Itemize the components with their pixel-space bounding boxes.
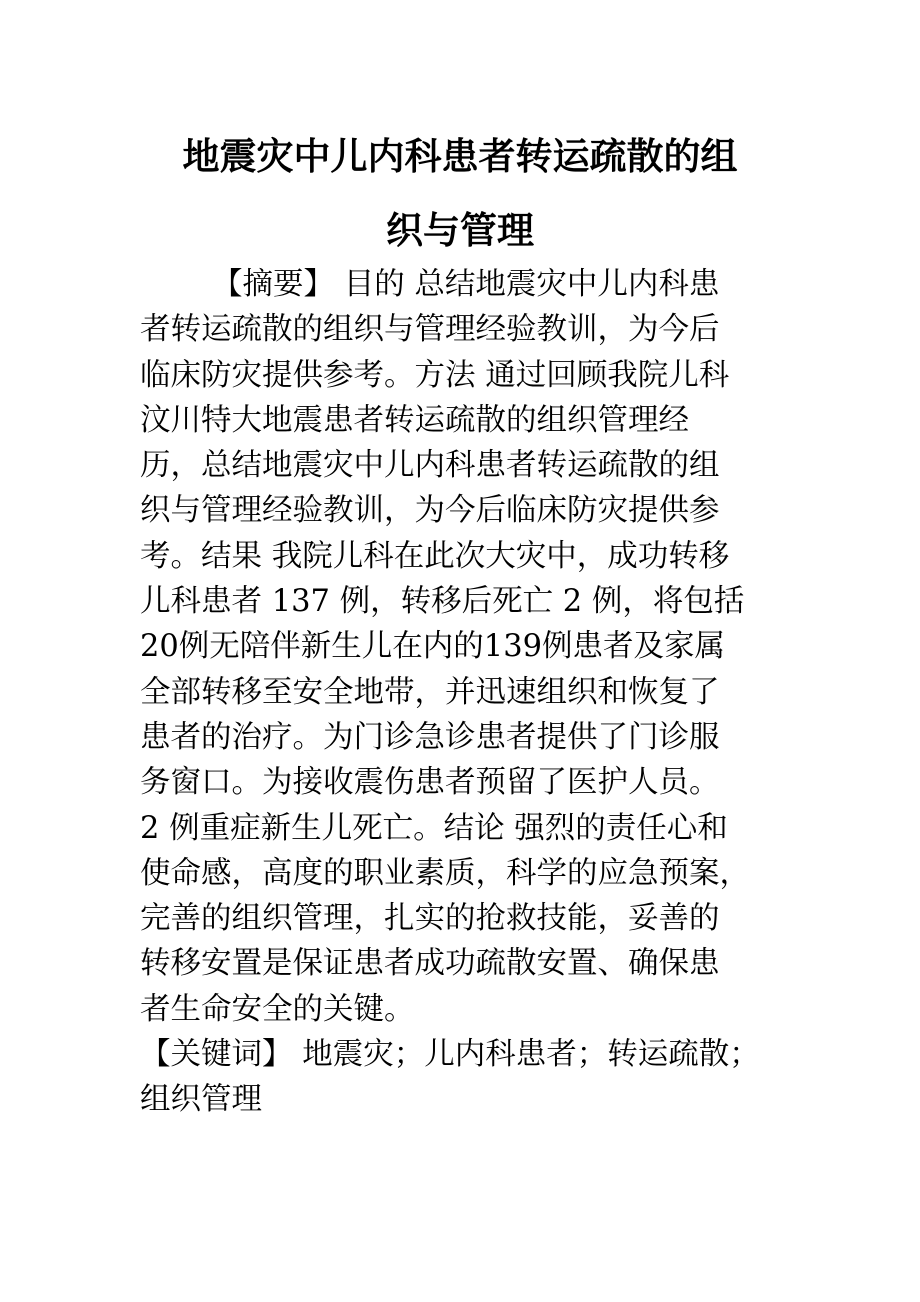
- abstract-first-line: [140, 262, 800, 307]
- title-line-2: 织与管理: [386, 209, 534, 252]
- keywords-label: 【关键词】: [140, 1037, 293, 1073]
- abstract-text-start: 目的 总结地震灾中儿内科患: [334, 267, 720, 302]
- abstract-line: 全部转移至安全地带，并迅速组织和恢复了: [140, 674, 720, 710]
- abstract-section: [140, 262, 800, 1123]
- abstract-line: 转移安置是保证患者成功疏散安置、确保患: [140, 946, 720, 982]
- abstract-line: 患者的治疗。为门诊急诊患者提供了门诊服: [140, 719, 720, 755]
- abstract-label: 【摘要】: [212, 267, 334, 302]
- abstract-line: 儿科患者 137 例，转移后死亡 2 例，将包括: [140, 584, 745, 620]
- abstract-line: 者生命安全的关键。: [140, 991, 415, 1027]
- abstract-line: 临床防灾提供参考。方法 通过回顾我院儿科: [140, 357, 730, 393]
- abstract-line: 汶川特大地震患者转运疏散的组织管理经: [140, 402, 689, 438]
- abstract-line: 完善的组织管理，扎实的抢救技能，妥善的: [140, 901, 720, 937]
- abstract-line: 2 例重症新生儿死亡。结论 强烈的责任心和: [140, 810, 728, 846]
- abstract-line: 历，总结地震灾中儿内科患者转运疏散的组: [140, 448, 720, 484]
- keywords-line: 组织管理: [140, 1082, 262, 1118]
- page-title: [140, 120, 780, 268]
- abstract-line: 织与管理经验教训，为今后临床防灾提供参: [140, 493, 720, 529]
- abstract-line: 使命感，高度的职业素质，科学的应急预案，: [140, 855, 750, 891]
- abstract-line: 务窗口。为接收震伤患者预留了医护人员。: [140, 765, 720, 801]
- abstract-line: 者转运疏散的组织与管理经验教训，为今后: [140, 312, 720, 348]
- keywords-first-line: [140, 1032, 800, 1077]
- abstract-line: 20例无陪伴新生儿在内的139例患者及家属: [140, 629, 726, 665]
- title-line-1: 地震灾中儿内科患者转运疏散的组: [182, 135, 738, 178]
- abstract-line: 考。结果 我院儿科在此次大灾中，成功转移: [140, 538, 730, 574]
- keywords-text-start: 地震灾；儿内科患者；转运疏散；: [292, 1037, 760, 1073]
